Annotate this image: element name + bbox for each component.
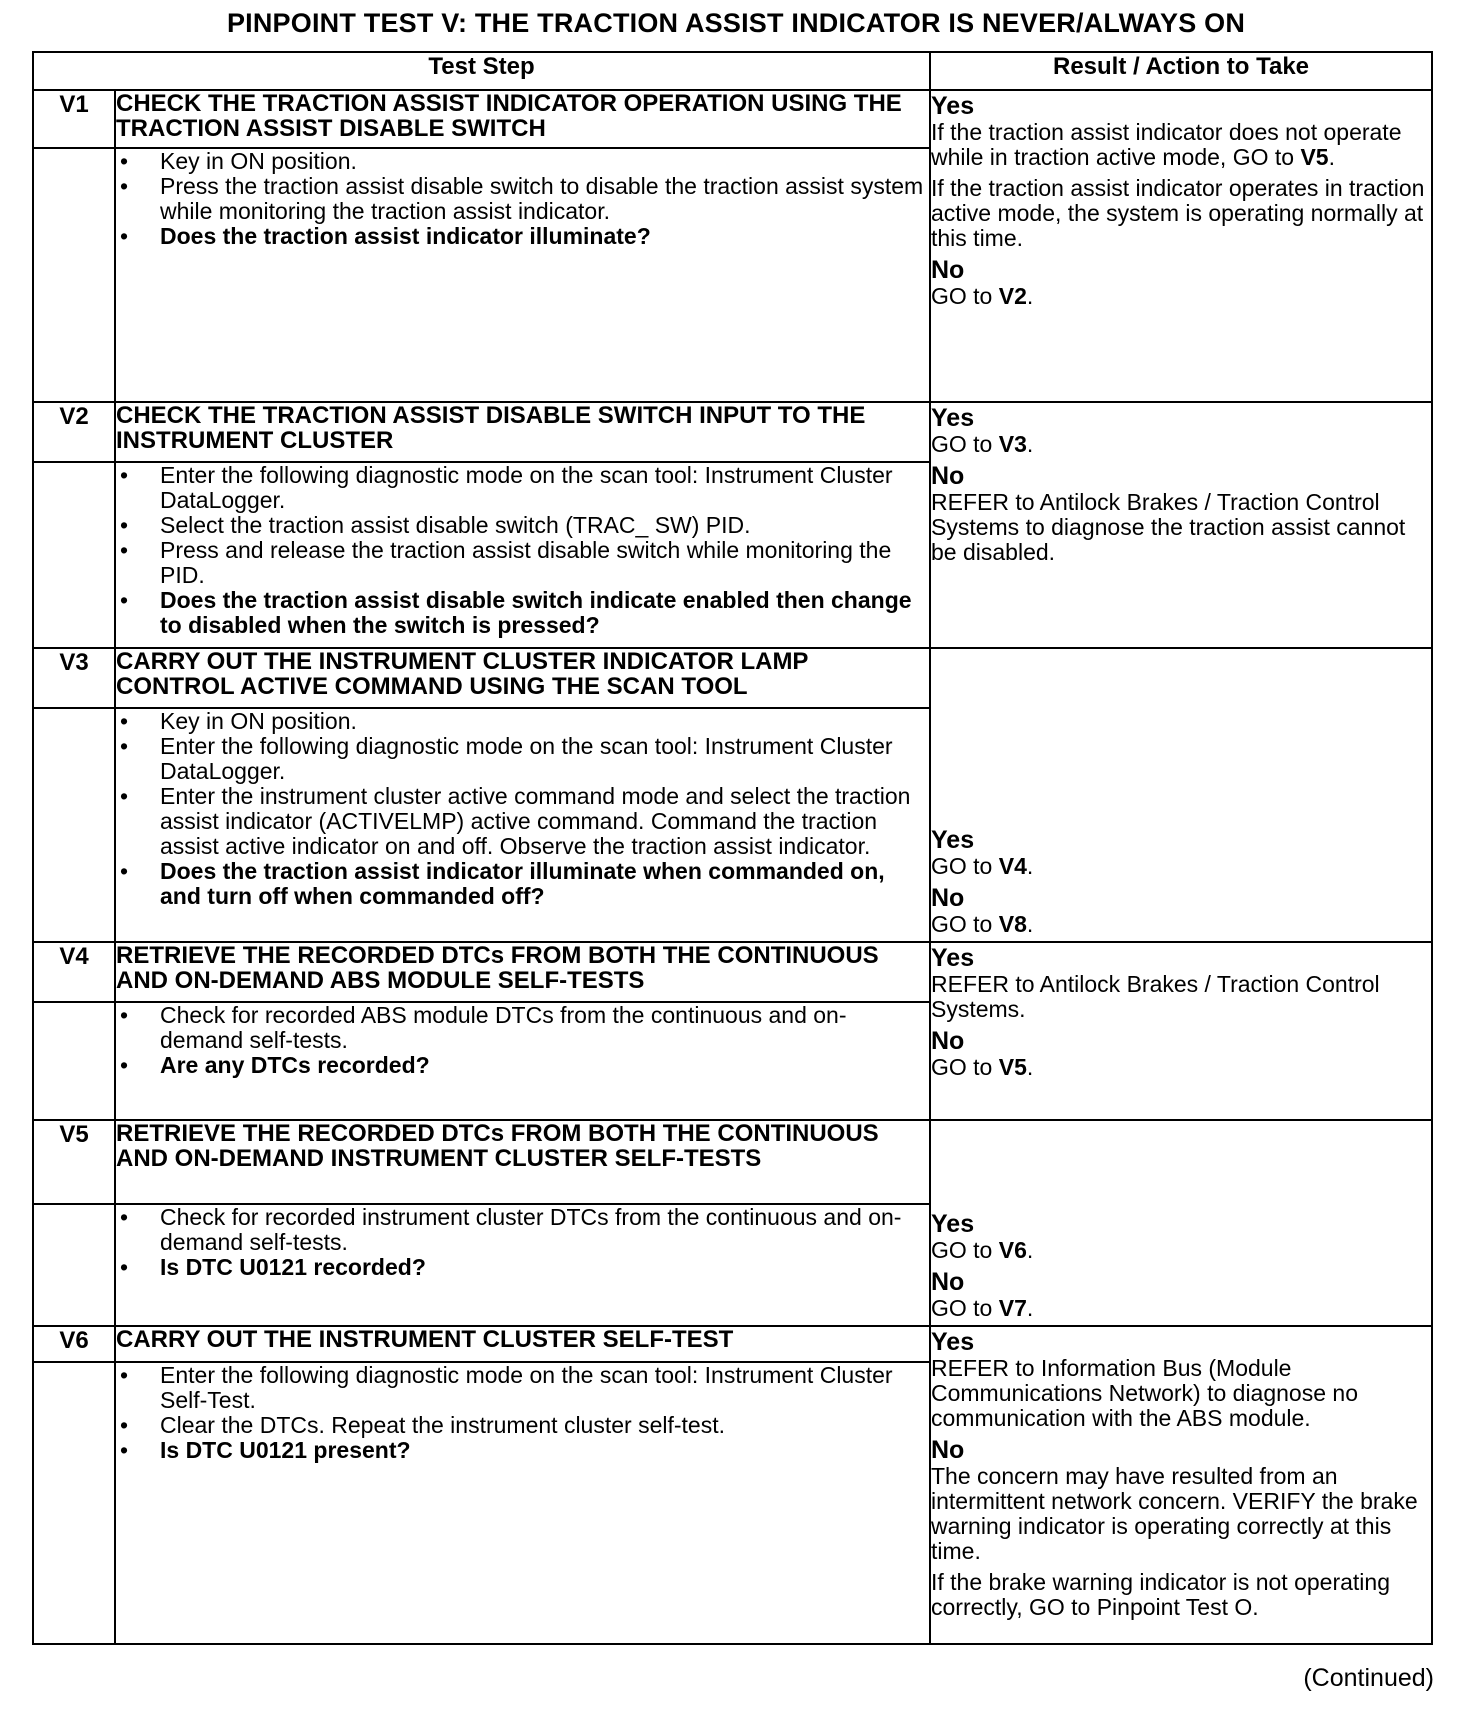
table-header-row — [33, 52, 1432, 90]
yes-label: Yes — [931, 826, 975, 854]
step-question: • Does the traction assist disable switch indicate enabled then change to disabled when the switch is pressed? — [160, 588, 929, 638]
yes-action: REFER to Antilock Brakes / Traction Control Systems. — [931, 971, 1380, 1022]
step-instructions — [115, 1204, 930, 1326]
step-header-row — [33, 1120, 1432, 1204]
no-action: The concern may have resulted from an intermittent network concern. VERIFY the brake warning indicator is operating correctly at this time. — [931, 1463, 1418, 1564]
yes-label: Yes — [931, 1328, 975, 1356]
step-reference: V5 — [998, 1054, 1027, 1080]
step-id-spacer — [33, 708, 115, 942]
instruction-item: • Check for recorded ABS module DTCs from the continuous and on-demand self-tests. — [160, 1003, 929, 1053]
step-id: V5 — [33, 1120, 115, 1204]
step-question: • Does the traction assist indicator illuminate when commanded on, and turn off when commanded off? — [160, 859, 929, 909]
step-heading: RETRIEVE THE RECORDED DTCs FROM BOTH THE CONTINUOUS AND ON-DEMAND ABS MODULE SELF-TESTS — [115, 942, 930, 1002]
instruction-item: • Enter the following diagnostic mode on the scan tool: Instrument Cluster DataLogger. — [160, 463, 929, 513]
step-result — [930, 1326, 1432, 1644]
no-action-note: If the brake warning indicator is not operating correctly, GO to Pinpoint Test O. — [931, 1569, 1390, 1620]
step-heading: CARRY OUT THE INSTRUMENT CLUSTER SELF-TEST — [115, 1326, 930, 1362]
no-action: GO to V5. — [931, 1054, 1034, 1080]
instruction-item: • Enter the instrument cluster active command mode and select the traction assist indicator (ACTIVELMP) active command. Command the traction assist active indicator on and off. Observe the traction assist indicator. — [160, 784, 929, 859]
step-question: • Is DTC U0121 present? — [160, 1438, 929, 1463]
instruction-item: • Clear the DTCs. Repeat the instrument cluster self-test. — [160, 1413, 929, 1438]
step-instructions — [115, 1362, 930, 1644]
step-id: V4 — [33, 942, 115, 1002]
step-reference: V8 — [998, 911, 1027, 937]
step-instructions — [115, 148, 930, 402]
step-header-row — [33, 402, 1432, 462]
no-action: GO to V7. — [931, 1295, 1034, 1321]
step-result — [930, 1120, 1432, 1326]
no-action: REFER to Antilock Brakes / Traction Control Systems to diagnose the traction assist cannot be disabled. — [931, 489, 1406, 565]
step-result — [930, 402, 1432, 648]
no-label: No — [931, 884, 965, 912]
step-header-row — [33, 90, 1432, 148]
no-action: GO to V8. — [931, 911, 1034, 937]
step-reference: V7 — [998, 1295, 1027, 1321]
step-question: • Is DTC U0121 recorded? — [160, 1255, 929, 1280]
step-question: • Are any DTCs recorded? — [160, 1053, 929, 1078]
step-reference: V3 — [998, 431, 1027, 457]
yes-label: Yes — [931, 404, 975, 432]
step-instructions — [115, 462, 930, 648]
header-test-step: Test Step — [33, 52, 930, 90]
instruction-item: • Enter the following diagnostic mode on the scan tool: Instrument Cluster Self-Test. — [160, 1363, 929, 1413]
step-result — [930, 942, 1432, 1120]
yes-action: If the traction assist indicator does not operate while in traction active mode, GO to V5. — [931, 119, 1402, 170]
yes-label: Yes — [931, 944, 975, 972]
no-action: GO to V2. — [931, 283, 1034, 309]
no-label: No — [931, 1268, 965, 1296]
pinpoint-test-table — [32, 51, 1433, 1645]
yes-action: GO to V3. — [931, 431, 1034, 457]
step-heading: CARRY OUT THE INSTRUMENT CLUSTER INDICATOR LAMP CONTROL ACTIVE COMMAND USING THE SCAN TOOL — [115, 648, 930, 708]
step-heading: RETRIEVE THE RECORDED DTCs FROM BOTH THE CONTINUOUS AND ON-DEMAND INSTRUMENT CLUSTER SELF-TESTS — [115, 1120, 930, 1204]
step-result — [930, 90, 1432, 402]
instruction-item: • Key in ON position. — [160, 709, 929, 734]
step-id-spacer — [33, 462, 115, 648]
step-id-spacer — [33, 1362, 115, 1644]
step-id-spacer — [33, 1002, 115, 1120]
step-reference: V4 — [998, 853, 1027, 879]
yes-label: Yes — [931, 92, 975, 120]
page-title: PINPOINT TEST V: THE TRACTION ASSIST INDICATOR IS NEVER/ALWAYS ON — [226, 8, 1246, 38]
no-label: No — [931, 462, 965, 490]
instruction-item: • Check for recorded instrument cluster DTCs from the continuous and on-demand self-tests. — [160, 1205, 929, 1255]
step-header-row — [33, 648, 1432, 708]
step-id-spacer — [33, 148, 115, 402]
step-heading: CHECK THE TRACTION ASSIST DISABLE SWITCH INPUT TO THE INSTRUMENT CLUSTER — [115, 402, 930, 462]
step-result — [930, 648, 1432, 942]
yes-action: REFER to Information Bus (Module Communications Network) to diagnose no communication with the ABS module. — [931, 1355, 1358, 1431]
step-reference: V2 — [998, 283, 1027, 309]
step-id: V3 — [33, 648, 115, 708]
instruction-item: • Press and release the traction assist disable switch while monitoring the PID. — [160, 538, 929, 588]
no-label: No — [931, 1027, 965, 1055]
yes-action: GO to V6. — [931, 1237, 1034, 1263]
step-question: • Does the traction assist indicator illuminate? — [160, 224, 929, 249]
step-id: V6 — [33, 1326, 115, 1362]
yes-label: Yes — [931, 1210, 975, 1238]
step-reference: V5 — [1300, 144, 1329, 170]
step-reference: V6 — [998, 1237, 1027, 1263]
step-id: V1 — [33, 90, 115, 148]
no-label: No — [931, 1436, 965, 1464]
no-label: No — [931, 256, 965, 284]
step-id-spacer — [33, 1204, 115, 1326]
instruction-item: • Select the traction assist disable switch (TRAC_ SW) PID. — [160, 513, 929, 538]
continued-note: (Continued) — [1303, 1664, 1434, 1692]
header-result: Result / Action to Take — [930, 52, 1432, 90]
instruction-item: • Press the traction assist disable switch to disable the traction assist system while monitoring the traction assist indicator. — [160, 174, 929, 224]
step-header-row — [33, 942, 1432, 1002]
instruction-item: • Key in ON position. — [160, 149, 929, 174]
step-id: V2 — [33, 402, 115, 462]
yes-action: GO to V4. — [931, 853, 1034, 879]
step-instructions — [115, 708, 930, 942]
step-heading: CHECK THE TRACTION ASSIST INDICATOR OPERATION USING THE TRACTION ASSIST DISABLE SWITCH — [115, 90, 930, 148]
step-instructions — [115, 1002, 930, 1120]
instruction-item: • Enter the following diagnostic mode on the scan tool: Instrument Cluster DataLogger. — [160, 734, 929, 784]
step-header-row — [33, 1326, 1432, 1362]
yes-action-note: If the traction assist indicator operates in traction active mode, the system is operating normally at this time. — [931, 175, 1425, 251]
